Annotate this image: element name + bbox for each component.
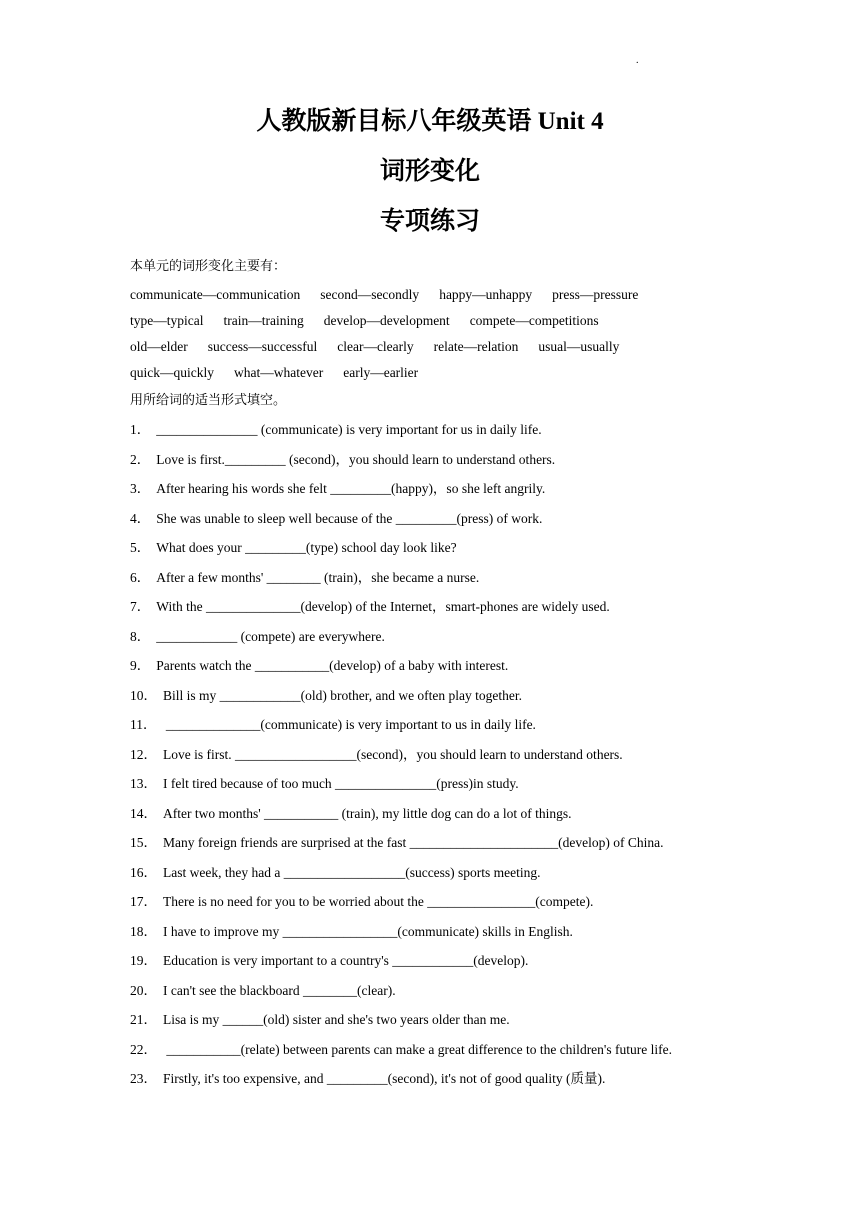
instruction-text: 用所给词的适当形式填空。 bbox=[130, 392, 287, 407]
question-number: 9． bbox=[130, 658, 151, 673]
word-pair: usual—usually bbox=[538, 339, 620, 354]
question-number: 17． bbox=[130, 894, 157, 909]
question-number: 15． bbox=[130, 835, 157, 850]
word-pair: type—typical bbox=[130, 313, 204, 328]
question-item bbox=[130, 1039, 750, 1069]
question-number: 23． bbox=[130, 1071, 157, 1086]
question-text: After a few months' ________ (train)，she became a nurse. bbox=[156, 569, 480, 585]
question-item bbox=[130, 685, 750, 715]
word-pair: old—elder bbox=[130, 339, 188, 354]
word-pair: quick—quickly bbox=[130, 365, 214, 380]
question-item bbox=[130, 714, 750, 744]
question-item bbox=[130, 862, 750, 892]
question-number: 10． bbox=[130, 687, 157, 703]
question-item bbox=[130, 1068, 750, 1098]
question-item bbox=[130, 655, 750, 685]
question-number: 11． bbox=[130, 717, 157, 732]
word-pair: communicate—communication bbox=[130, 287, 301, 302]
question-item bbox=[130, 921, 750, 951]
question-text: I felt tired because of too much _______________(press)in study. bbox=[163, 776, 519, 791]
question-text: After hearing his words she felt _________(happy)，so she left angrily. bbox=[156, 481, 546, 496]
page-title: 人教版新目标八年级英语 Unit 4 bbox=[256, 108, 604, 135]
question-number: 1． bbox=[130, 422, 151, 437]
question-number: 8． bbox=[130, 628, 151, 644]
question-text: Many foreign friends are surprised at the fast ______________________(develop) of China. bbox=[163, 835, 664, 850]
word-pair: train—training bbox=[223, 313, 304, 328]
question-item bbox=[130, 832, 750, 862]
question-number: 19． bbox=[130, 953, 157, 968]
word-pair: clear—clearly bbox=[337, 339, 414, 354]
word-pair-row bbox=[130, 284, 658, 310]
word-pair: compete—competitions bbox=[469, 313, 599, 328]
question-item bbox=[130, 1009, 750, 1039]
word-pair: press—pressure bbox=[552, 287, 639, 302]
page-subtitle: 词形变化 bbox=[379, 158, 480, 185]
question-text: She was unable to sleep well because of the _________(press) of work. bbox=[156, 510, 543, 526]
question-item bbox=[130, 950, 750, 980]
question-text: ___________(relate) between parents can make a great difference to the children's future life. bbox=[163, 1041, 672, 1057]
question-item bbox=[130, 449, 750, 479]
question-number: 3． bbox=[130, 481, 151, 496]
word-pair: develop—development bbox=[323, 313, 450, 328]
question-text: Parents watch the ___________(develop) of a baby with interest. bbox=[156, 658, 509, 673]
question-number: 7． bbox=[130, 599, 151, 614]
word-pair: relate—relation bbox=[433, 339, 519, 354]
question-text: Last week, they had a __________________(success) sports meeting. bbox=[163, 864, 541, 880]
question-item bbox=[130, 773, 750, 803]
question-item bbox=[130, 537, 750, 567]
question-text: Firstly, it's too expensive, and _________(second), it's not of good quality (质量). bbox=[163, 1071, 606, 1086]
word-pair-row bbox=[130, 310, 658, 336]
word-pairs bbox=[130, 284, 658, 388]
question-number: 22． bbox=[130, 1041, 157, 1057]
intro-text: 本单元的词形变化主要有： bbox=[130, 258, 287, 273]
question-item bbox=[130, 980, 750, 1010]
question-number: 21． bbox=[130, 1012, 157, 1027]
question-number: 6． bbox=[130, 569, 151, 585]
question-item bbox=[130, 419, 750, 449]
question-item bbox=[130, 803, 750, 833]
question-text: Education is very important to a country's ____________(develop). bbox=[163, 953, 529, 968]
question-text: Love is first. __________________(second)，you should learn to understand others. bbox=[163, 746, 623, 762]
header-mark: . bbox=[636, 55, 639, 66]
question-text: Love is first._________ (second)，you should learn to understand others. bbox=[156, 451, 556, 467]
question-item bbox=[130, 744, 750, 774]
question-text: I can't see the blackboard ________(clear). bbox=[163, 982, 396, 998]
question-text: Lisa is my ______(old) sister and she's two years older than me. bbox=[163, 1012, 510, 1027]
question-text: ______________(communicate) is very important to us in daily life. bbox=[162, 717, 536, 732]
word-pair: early—earlier bbox=[343, 365, 419, 380]
page-subtitle-2: 专项练习 bbox=[379, 208, 480, 235]
question-item bbox=[130, 626, 750, 656]
question-item bbox=[130, 508, 750, 538]
question-item bbox=[130, 567, 750, 597]
question-list bbox=[130, 419, 750, 1098]
question-number: 18． bbox=[130, 923, 157, 939]
word-pair-row bbox=[130, 336, 658, 362]
question-text: With the ______________(develop) of the Internet，smart-phones are widely used. bbox=[156, 599, 610, 614]
question-number: 20． bbox=[130, 982, 157, 998]
word-pair-row bbox=[130, 362, 658, 388]
question-number: 2． bbox=[130, 451, 151, 467]
question-text: After two months' ___________ (train), my little dog can do a lot of things. bbox=[163, 805, 572, 821]
question-number: 4． bbox=[130, 510, 151, 526]
question-text: ____________ (compete) are everywhere. bbox=[156, 628, 385, 644]
word-pair: what—whatever bbox=[234, 365, 324, 380]
question-number: 13． bbox=[130, 776, 157, 791]
question-text: There is no need for you to be worried about the ________________(compete). bbox=[163, 894, 594, 909]
question-item bbox=[130, 478, 750, 508]
question-text: What does your _________(type) school day look like? bbox=[156, 540, 457, 555]
question-text: _______________ (communicate) is very important for us in daily life. bbox=[156, 422, 542, 437]
question-number: 16． bbox=[130, 864, 157, 880]
question-item bbox=[130, 596, 750, 626]
word-pair: second—secondly bbox=[320, 287, 420, 302]
question-text: Bill is my ____________(old) brother, and we often play together. bbox=[163, 687, 523, 703]
word-pair: success—successful bbox=[207, 339, 318, 354]
question-number: 14． bbox=[130, 805, 157, 821]
question-number: 5． bbox=[130, 540, 151, 555]
question-item bbox=[130, 891, 750, 921]
word-pair: happy—unhappy bbox=[439, 287, 533, 302]
question-text: I have to improve my _________________(communicate) skills in English. bbox=[163, 923, 573, 939]
question-number: 12． bbox=[130, 746, 157, 762]
